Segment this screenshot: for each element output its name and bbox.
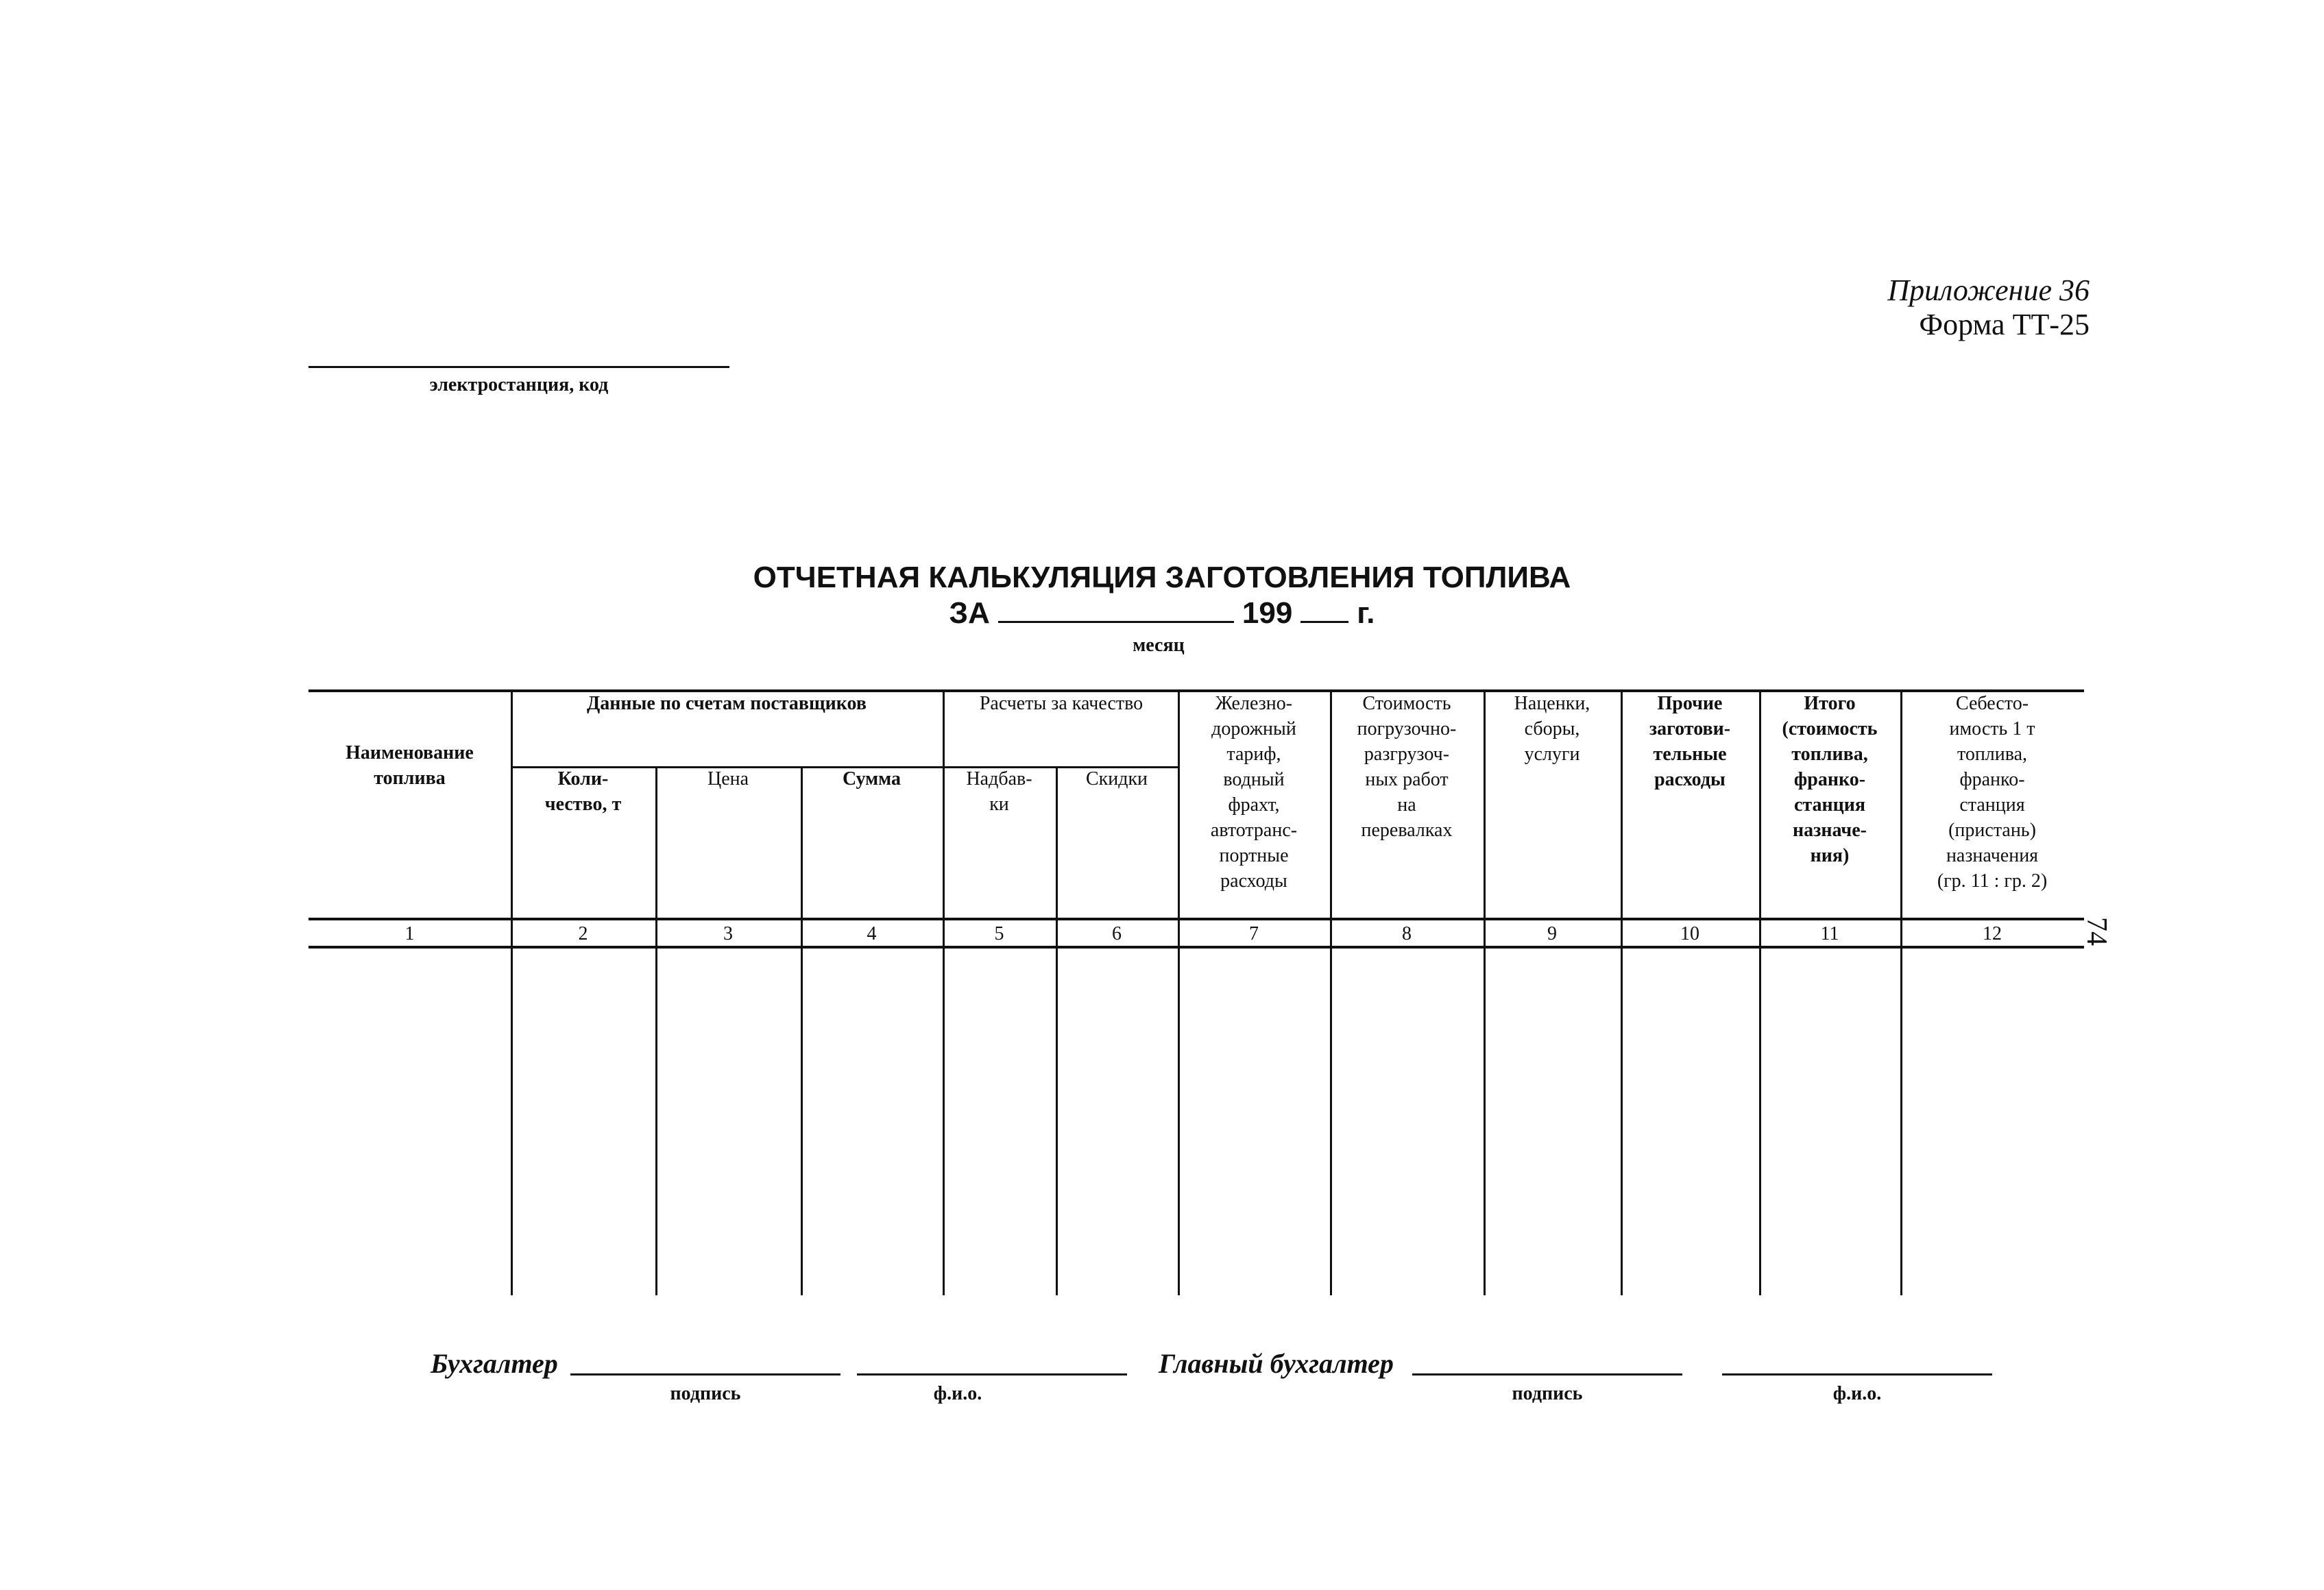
column-number: 2 — [578, 923, 588, 944]
chief-accountant-name-line[interactable] — [1722, 1373, 1992, 1375]
accountant-name-line[interactable] — [857, 1373, 1127, 1375]
chief-accountant-signature-caption: подпись — [1512, 1383, 1583, 1404]
column-divider — [801, 766, 803, 1295]
column-number: 9 — [1547, 923, 1557, 944]
group-header-quality: Расчеты за качество — [979, 693, 1143, 714]
period-prefix: ЗА — [949, 596, 990, 630]
numbers-bottom-border — [308, 946, 2084, 949]
chief-accountant-label: Главный бухгалтер — [1159, 1348, 1394, 1379]
station-label: электростанция, код — [429, 374, 609, 395]
header-quantity: Коли- чество, т — [544, 768, 622, 815]
column-divider — [655, 766, 657, 1295]
column-number: 7 — [1249, 923, 1259, 944]
year-suffix: г. — [1357, 596, 1375, 630]
station-input-line[interactable] — [308, 366, 729, 368]
month-label: месяц — [1133, 635, 1185, 656]
page-number: 74 — [2081, 917, 2112, 946]
header-markups: Наценки, сборы, услуги — [1514, 693, 1590, 765]
month-blank[interactable] — [998, 598, 1234, 623]
column-number: 10 — [1680, 923, 1699, 944]
header-loading-cost: Стоимость погрузочно- разгрузоч- ных работ на перевалках — [1357, 693, 1457, 841]
column-divider — [1484, 689, 1486, 1295]
period-line — [0, 596, 2324, 631]
column-number: 11 — [1820, 923, 1839, 944]
header-unit-cost: Себесто- имость 1 т топлива, франко- станция (пристань) назначения (гр. 11 : гр. 2) — [1937, 693, 2048, 892]
header-total: Итого (стоимость топлива, франко- станция назначе- ния) — [1782, 693, 1878, 866]
column-number: 4 — [867, 923, 877, 944]
header-price: Цена — [707, 768, 749, 790]
header-other-costs: Прочие заготови- тельные расходы — [1649, 693, 1731, 790]
column-number: 5 — [994, 923, 1004, 944]
column-number: 6 — [1112, 923, 1122, 944]
accountant-signature-line[interactable] — [570, 1373, 840, 1375]
year-blank[interactable] — [1300, 598, 1348, 623]
document-title: ОТЧЕТНАЯ КАЛЬКУЛЯЦИЯ ЗАГОТОВЛЕНИЯ ТОПЛИВА — [753, 561, 1571, 594]
chief-accountant-signature-line[interactable] — [1412, 1373, 1682, 1375]
column-number: 8 — [1402, 923, 1412, 944]
group-header-suppliers: Данные по счетам поставщиков — [587, 693, 867, 714]
year-prefix: 199 — [1242, 596, 1293, 630]
accountant-signature-caption: подпись — [670, 1383, 741, 1404]
header-rail-tariff: Железно- дорожный тариф, водный фрахт, автотранс- портные расходы — [1210, 693, 1298, 892]
column-divider — [1056, 766, 1058, 1295]
header-fuel-name: Наименование топлива — [346, 742, 474, 789]
column-number: 12 — [1983, 923, 2002, 944]
accountant-name-caption: ф.и.о. — [933, 1383, 982, 1404]
form-code: Форма ТТ-25 — [1919, 308, 2090, 341]
chief-accountant-name-caption: ф.и.о. — [1832, 1383, 1882, 1404]
column-number: 3 — [723, 923, 733, 944]
appendix-label: Приложение 36 — [1887, 273, 2090, 307]
header-bottom-border — [308, 918, 2084, 920]
header-sum: Сумма — [842, 768, 901, 790]
column-number: 1 — [404, 923, 415, 944]
header-discounts: Скидки — [1085, 768, 1148, 790]
header-surcharges: Надбав- ки — [966, 768, 1032, 815]
accountant-label: Бухгалтер — [431, 1348, 558, 1379]
